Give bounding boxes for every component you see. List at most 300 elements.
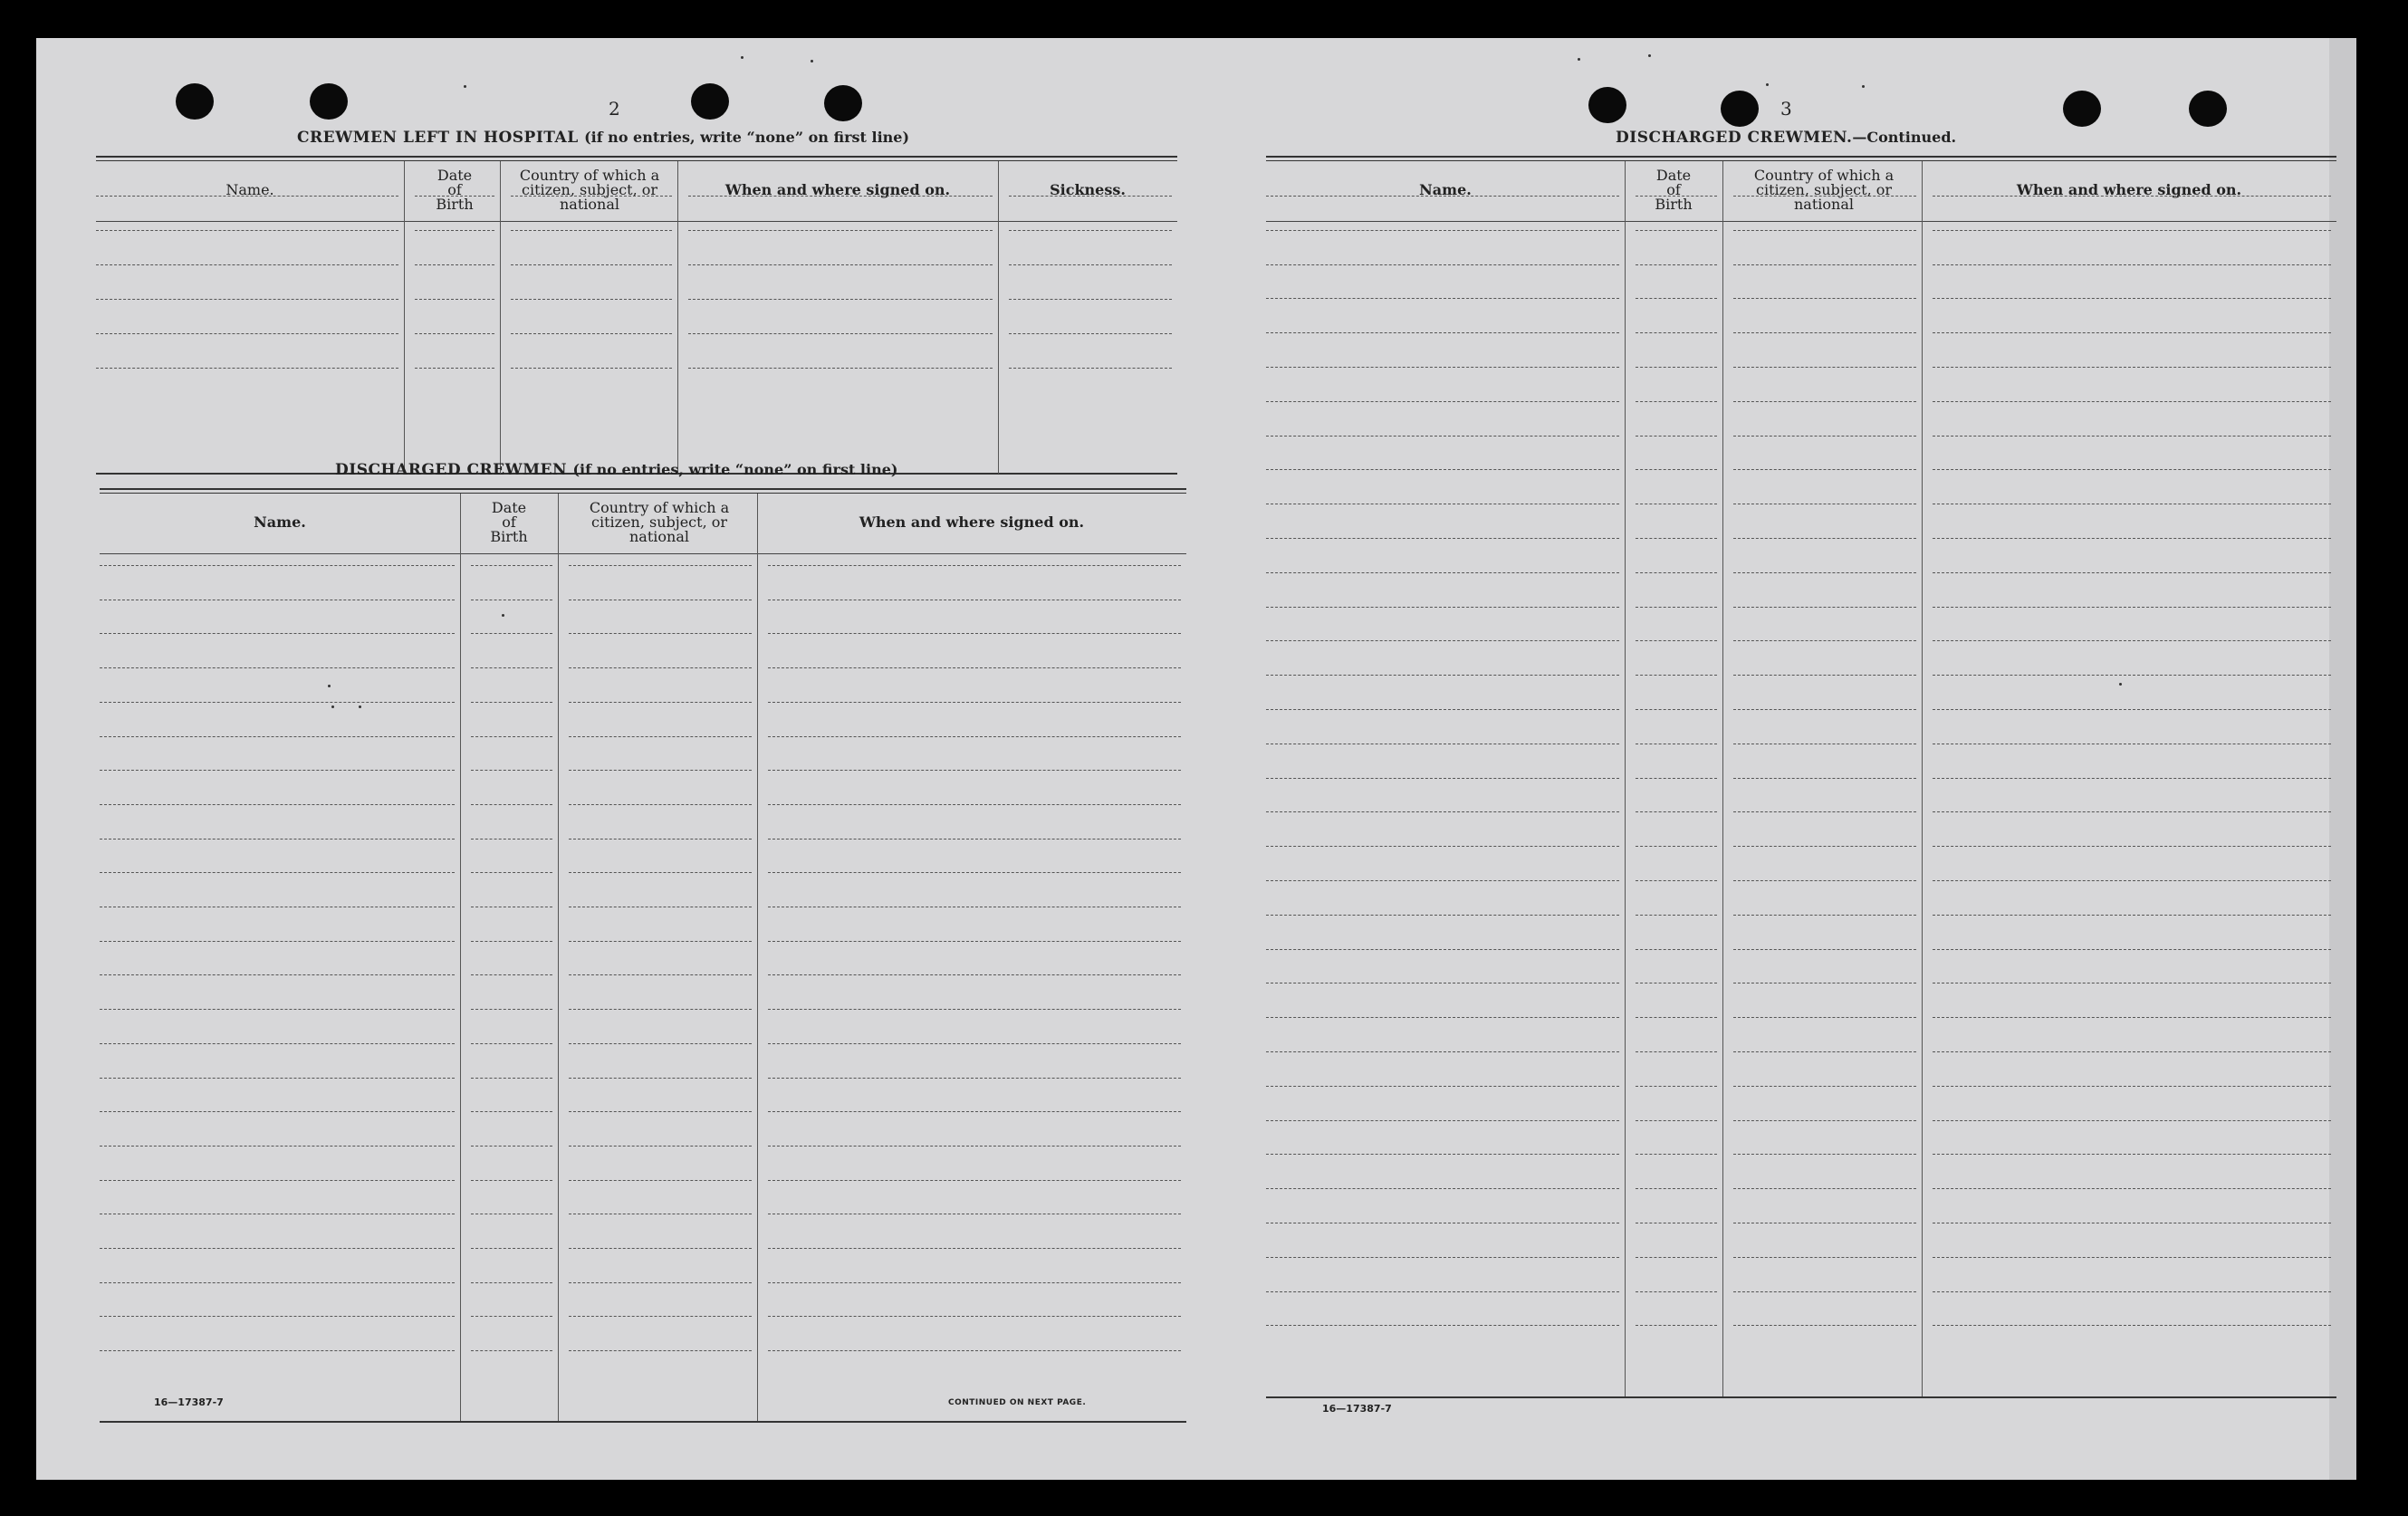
- ruled-line: [511, 264, 672, 265]
- ruled-line: [471, 667, 552, 668]
- discharged-title-note: (if no entries, write “none” on first line): [572, 461, 898, 478]
- ruled-line: [1733, 436, 1916, 437]
- ruled-line: [511, 368, 672, 369]
- column-divider: [1625, 161, 1626, 1396]
- continued-note: CONTINUED ON NEXT PAGE.: [948, 1398, 1087, 1407]
- ruled-line: [1733, 1291, 1916, 1292]
- column-header-country: Country of which a citizen, subject, or national: [519, 167, 660, 213]
- column-divider: [558, 494, 559, 1421]
- ruled-line: [471, 702, 552, 703]
- ruled-line: [688, 333, 993, 334]
- speck: [331, 705, 334, 708]
- ruled-line: [1733, 915, 1916, 916]
- header-rule: [100, 553, 1186, 554]
- column-header-signed-on: When and where signed on.: [724, 181, 951, 198]
- ruled-line: [1933, 811, 2331, 812]
- ruled-line: [1933, 436, 2331, 437]
- ruled-line: [471, 1282, 552, 1283]
- ruled-line: [1266, 1017, 1619, 1018]
- discharged-continued-title: [1616, 129, 1956, 147]
- ruled-line: [1266, 709, 1619, 710]
- ruled-line: [569, 1316, 752, 1317]
- ruled-line: [1636, 1291, 1717, 1292]
- ruled-line: [569, 770, 752, 771]
- ruled-line: [1636, 949, 1717, 950]
- ruled-line: [1636, 709, 1717, 710]
- ruled-line: [1733, 1120, 1916, 1121]
- ruled-line: [100, 1282, 455, 1283]
- ruled-line: [768, 1350, 1181, 1351]
- ruled-line: [100, 1350, 455, 1351]
- ruled-line: [569, 941, 752, 942]
- ruled-line: [1266, 469, 1619, 470]
- ruled-line: [100, 667, 455, 668]
- discharged-continued-text: DISCHARGED CREWMEN.: [1616, 129, 1853, 147]
- ruled-line: [1933, 1120, 2331, 1121]
- column-header-name: Name.: [225, 181, 274, 198]
- table-rule: [100, 493, 1186, 494]
- ruled-line: [100, 872, 455, 873]
- ruled-line: [471, 839, 552, 840]
- ruled-line: [768, 1078, 1181, 1079]
- ruled-line: [1266, 572, 1619, 573]
- ruled-line: [1733, 264, 1916, 265]
- table-bottom-rule: [100, 1421, 1186, 1423]
- ruled-line: [1733, 1325, 1916, 1326]
- ruled-line: [1266, 332, 1619, 333]
- ruled-line: [1636, 1257, 1717, 1258]
- ruled-line: [1933, 264, 2331, 265]
- ruled-line: [471, 872, 552, 873]
- speck: [328, 685, 331, 687]
- ruled-line: [1636, 846, 1717, 847]
- ruled-line: [1733, 298, 1916, 299]
- speck: [1766, 83, 1769, 86]
- ruled-line: [569, 702, 752, 703]
- ruled-line: [1266, 1257, 1619, 1258]
- ruled-line: [1733, 230, 1916, 231]
- column-divider: [1922, 161, 1923, 1396]
- ruled-line: [471, 974, 552, 975]
- ruled-line: [768, 804, 1181, 805]
- ruled-line: [415, 230, 494, 231]
- ruled-line: [100, 941, 455, 942]
- ruled-line: [768, 667, 1181, 668]
- page-right: [1214, 38, 2356, 1480]
- ruled-line: [471, 633, 552, 634]
- ruled-line: [1733, 572, 1916, 573]
- ruled-line: [768, 1248, 1181, 1249]
- ruled-line: [1933, 572, 2331, 573]
- ruled-line: [1733, 675, 1916, 676]
- header-rule: [1266, 221, 2336, 222]
- punch-hole: [1588, 87, 1626, 123]
- ruled-line: [471, 1316, 552, 1317]
- ruled-line: [569, 667, 752, 668]
- ruled-line: [1009, 333, 1172, 334]
- ruled-line: [1266, 675, 1619, 676]
- ruled-line: [768, 1316, 1181, 1317]
- ruled-line: [569, 1043, 752, 1044]
- page-number: 2: [609, 98, 620, 120]
- ruled-line: [1933, 469, 2331, 470]
- ruled-line: [415, 264, 494, 265]
- ruled-line: [511, 333, 672, 334]
- ruled-line: [100, 1078, 455, 1079]
- ruled-line: [569, 1009, 752, 1010]
- hospital-title-note: (if no entries, write “none” on first line): [584, 129, 910, 146]
- column-header-signed-on: When and where signed on.: [2016, 181, 2242, 198]
- ruled-line: [768, 702, 1181, 703]
- punch-hole: [691, 83, 729, 120]
- table-rule: [1266, 156, 2336, 158]
- ruled-line: [688, 299, 993, 300]
- ruled-line: [471, 941, 552, 942]
- ruled-line: [1266, 1120, 1619, 1121]
- ruled-line: [569, 565, 752, 566]
- ruled-line: [1636, 880, 1717, 881]
- ruled-line: [1636, 264, 1717, 265]
- ruled-line: [1933, 1051, 2331, 1052]
- ruled-line: [1266, 846, 1619, 847]
- ruled-line: [768, 565, 1181, 566]
- form-number: 16—17387-7: [154, 1396, 224, 1408]
- ruled-line: [1733, 538, 1916, 539]
- ruled-line: [100, 565, 455, 566]
- ruled-line: [100, 974, 455, 975]
- ruled-line: [100, 633, 455, 634]
- ruled-line: [100, 702, 455, 703]
- table-rule: [96, 156, 1177, 158]
- ruled-line: [1733, 846, 1916, 847]
- column-divider: [500, 161, 501, 474]
- ruled-line: [1636, 607, 1717, 608]
- table-rule: [100, 488, 1186, 490]
- ruled-line: [688, 196, 993, 197]
- punch-hole: [176, 83, 214, 120]
- ruled-line: [1933, 675, 2331, 676]
- discharged-table-right: [1266, 156, 2336, 1436]
- ruled-line: [1733, 811, 1916, 812]
- ruled-line: [1266, 915, 1619, 916]
- ruled-line: [768, 1180, 1181, 1181]
- ruled-line: [1933, 880, 2331, 881]
- ruled-line: [768, 633, 1181, 634]
- ruled-line: [96, 264, 398, 265]
- ruled-line: [569, 1282, 752, 1283]
- ruled-line: [688, 264, 993, 265]
- page-left: [36, 38, 1214, 1480]
- ruled-line: [1733, 1086, 1916, 1087]
- ruled-line: [1266, 1086, 1619, 1087]
- ruled-line: [1636, 469, 1717, 470]
- table-rule: [96, 160, 1177, 161]
- ruled-line: [768, 1111, 1181, 1112]
- ruled-line: [768, 1282, 1181, 1283]
- ruled-line: [1933, 401, 2331, 402]
- ruled-line: [768, 872, 1181, 873]
- ruled-line: [1636, 436, 1717, 437]
- ruled-line: [471, 565, 552, 566]
- hospital-title-text: CREWMEN LEFT IN HOSPITAL: [297, 129, 579, 147]
- ruled-line: [471, 1009, 552, 1010]
- speck: [1578, 58, 1580, 61]
- column-divider: [1722, 161, 1723, 1396]
- speck: [502, 614, 504, 617]
- ruled-line: [1266, 436, 1619, 437]
- ruled-line: [768, 941, 1181, 942]
- ruled-line: [1266, 1291, 1619, 1292]
- ruled-line: [511, 299, 672, 300]
- ruled-line: [96, 196, 398, 197]
- ruled-line: [1636, 196, 1717, 197]
- ruled-line: [1266, 367, 1619, 368]
- column-divider: [757, 494, 758, 1421]
- ruled-line: [1933, 1257, 2331, 1258]
- ruled-line: [511, 196, 672, 197]
- ruled-line: [415, 299, 494, 300]
- ruled-line: [1266, 1154, 1619, 1155]
- speck: [1648, 54, 1651, 57]
- column-header-signed-on: When and where signed on.: [859, 513, 1085, 531]
- ruled-line: [688, 368, 993, 369]
- ruled-line: [1733, 332, 1916, 333]
- ruled-line: [1266, 640, 1619, 641]
- ruled-line: [688, 230, 993, 231]
- ruled-line: [471, 1350, 552, 1351]
- speck: [811, 60, 813, 62]
- ruled-line: [1636, 401, 1717, 402]
- form-number: 16—17387-7: [1322, 1403, 1392, 1415]
- ruled-line: [471, 770, 552, 771]
- ruled-line: [1733, 709, 1916, 710]
- ruled-line: [1266, 607, 1619, 608]
- ruled-line: [768, 839, 1181, 840]
- ruled-line: [768, 770, 1181, 771]
- ruled-line: [415, 368, 494, 369]
- ruled-line: [100, 1180, 455, 1181]
- ruled-line: [415, 196, 494, 197]
- ruled-line: [569, 1078, 752, 1079]
- ruled-line: [1733, 1051, 1916, 1052]
- continued-label: —Continued.: [1852, 129, 1957, 146]
- ruled-line: [100, 1111, 455, 1112]
- ruled-line: [1933, 1291, 2331, 1292]
- ruled-line: [1636, 1154, 1717, 1155]
- speck: [464, 85, 466, 88]
- ruled-line: [100, 736, 455, 737]
- ruled-line: [1733, 1154, 1916, 1155]
- ruled-line: [1733, 949, 1916, 950]
- ruled-line: [569, 736, 752, 737]
- ruled-line: [569, 1111, 752, 1112]
- ruled-line: [1266, 1188, 1619, 1189]
- ruled-line: [1636, 811, 1717, 812]
- ruled-line: [1933, 846, 2331, 847]
- ruled-line: [569, 633, 752, 634]
- ruled-line: [1266, 264, 1619, 265]
- hospital-section-title: [297, 129, 909, 147]
- ruled-line: [569, 974, 752, 975]
- ruled-line: [768, 736, 1181, 737]
- ruled-line: [471, 1180, 552, 1181]
- ruled-line: [1733, 880, 1916, 881]
- punch-hole: [2189, 91, 2227, 127]
- ruled-line: [1933, 1017, 2331, 1018]
- ruled-line: [96, 230, 398, 231]
- ruled-line: [1266, 401, 1619, 402]
- ruled-line: [1266, 196, 1619, 197]
- ruled-line: [1733, 1188, 1916, 1189]
- ruled-line: [100, 1248, 455, 1249]
- ruled-line: [768, 1043, 1181, 1044]
- ruled-line: [1636, 1325, 1717, 1326]
- speck: [1862, 85, 1865, 88]
- column-header-sickness: Sickness.: [1050, 181, 1126, 198]
- ruled-line: [471, 1111, 552, 1112]
- ruled-line: [1266, 811, 1619, 812]
- ruled-line: [1733, 196, 1916, 197]
- ruled-line: [1933, 1154, 2331, 1155]
- ruled-line: [1933, 332, 2331, 333]
- ruled-line: [1009, 196, 1172, 197]
- ruled-line: [768, 1146, 1181, 1147]
- speck: [359, 705, 361, 708]
- ruled-line: [1636, 572, 1717, 573]
- ruled-line: [1733, 367, 1916, 368]
- ruled-line: [1266, 230, 1619, 231]
- ruled-line: [1933, 230, 2331, 231]
- ruled-line: [100, 1009, 455, 1010]
- ruled-line: [1266, 949, 1619, 950]
- ruled-line: [569, 839, 752, 840]
- ruled-line: [1009, 368, 1172, 369]
- ruled-line: [1009, 230, 1172, 231]
- column-header-date-of-birth: Date of Birth: [436, 167, 474, 213]
- ruled-line: [471, 1078, 552, 1079]
- ruled-line: [1933, 1086, 2331, 1087]
- ruled-line: [1636, 538, 1717, 539]
- header-rule: [96, 221, 1177, 222]
- ruled-line: [1636, 1188, 1717, 1189]
- ruled-line: [1636, 640, 1717, 641]
- ruled-line: [471, 1146, 552, 1147]
- ruled-line: [471, 804, 552, 805]
- ruled-line: [471, 1043, 552, 1044]
- ruled-line: [1009, 299, 1172, 300]
- ruled-line: [100, 804, 455, 805]
- ruled-line: [1266, 1325, 1619, 1326]
- ruled-line: [100, 839, 455, 840]
- ruled-line: [1733, 401, 1916, 402]
- ruled-line: [96, 333, 398, 334]
- ruled-line: [1636, 1017, 1717, 1018]
- ruled-line: [415, 333, 494, 334]
- ruled-line: [1933, 778, 2331, 779]
- column-header-country: Country of which a citizen, subject, or national: [1753, 167, 1895, 213]
- ruled-line: [569, 1350, 752, 1351]
- discharged-section-title: [335, 461, 897, 479]
- ruled-line: [1933, 1325, 2331, 1326]
- ruled-line: [1636, 1086, 1717, 1087]
- ruled-line: [1933, 949, 2331, 950]
- punch-hole: [310, 83, 348, 120]
- ruled-line: [1733, 469, 1916, 470]
- ruled-line: [1636, 332, 1717, 333]
- ruled-line: [100, 1043, 455, 1044]
- ruled-line: [1636, 915, 1717, 916]
- ruled-line: [1009, 264, 1172, 265]
- speck: [741, 56, 744, 59]
- ruled-line: [1636, 1120, 1717, 1121]
- ruled-line: [100, 770, 455, 771]
- ruled-line: [1266, 880, 1619, 881]
- ruled-line: [569, 872, 752, 873]
- ruled-line: [1933, 607, 2331, 608]
- column-header-name: Name.: [254, 513, 306, 531]
- ruled-line: [1933, 915, 2331, 916]
- ruled-line: [1733, 607, 1916, 608]
- ruled-line: [100, 1316, 455, 1317]
- ruled-line: [1636, 230, 1717, 231]
- ruled-line: [569, 1180, 752, 1181]
- table-bottom-rule: [1266, 1396, 2336, 1398]
- ruled-line: [1933, 640, 2331, 641]
- ruled-line: [768, 1009, 1181, 1010]
- ruled-line: [1933, 1188, 2331, 1189]
- document-sheet: [36, 38, 2356, 1480]
- ruled-line: [1636, 778, 1717, 779]
- ruled-line: [1733, 1257, 1916, 1258]
- punch-hole: [2063, 91, 2101, 127]
- ruled-line: [1636, 298, 1717, 299]
- ruled-line: [1733, 1017, 1916, 1018]
- table-rule: [1266, 160, 2336, 161]
- column-divider: [460, 494, 461, 1421]
- hospital-table: [96, 156, 1177, 477]
- ruled-line: [100, 1146, 455, 1147]
- punch-hole: [824, 85, 862, 121]
- ruled-line: [96, 368, 398, 369]
- ruled-line: [1933, 709, 2331, 710]
- ruled-line: [1933, 538, 2331, 539]
- ruled-line: [569, 1248, 752, 1249]
- ruled-line: [1266, 1051, 1619, 1052]
- ruled-line: [569, 1146, 752, 1147]
- ruled-line: [1266, 298, 1619, 299]
- ruled-line: [1733, 778, 1916, 779]
- page-number: 3: [1780, 98, 1792, 120]
- ruled-line: [569, 804, 752, 805]
- column-header-date-of-birth: Date of Birth: [490, 499, 528, 545]
- ruled-line: [1933, 196, 2331, 197]
- ruled-line: [471, 1248, 552, 1249]
- column-header-country: Country of which a citizen, subject, or national: [589, 499, 730, 545]
- ruled-line: [471, 736, 552, 737]
- ruled-line: [1266, 778, 1619, 779]
- ruled-line: [1733, 640, 1916, 641]
- ruled-line: [511, 230, 672, 231]
- discharged-title-text: DISCHARGED CREWMEN: [335, 461, 568, 479]
- ruled-line: [768, 974, 1181, 975]
- ruled-line: [1636, 367, 1717, 368]
- speck: [2119, 683, 2122, 686]
- column-divider: [404, 161, 405, 474]
- ruled-line: [1636, 675, 1717, 676]
- column-header-name: Name.: [1419, 181, 1472, 198]
- ruled-line: [1266, 538, 1619, 539]
- ruled-line: [96, 299, 398, 300]
